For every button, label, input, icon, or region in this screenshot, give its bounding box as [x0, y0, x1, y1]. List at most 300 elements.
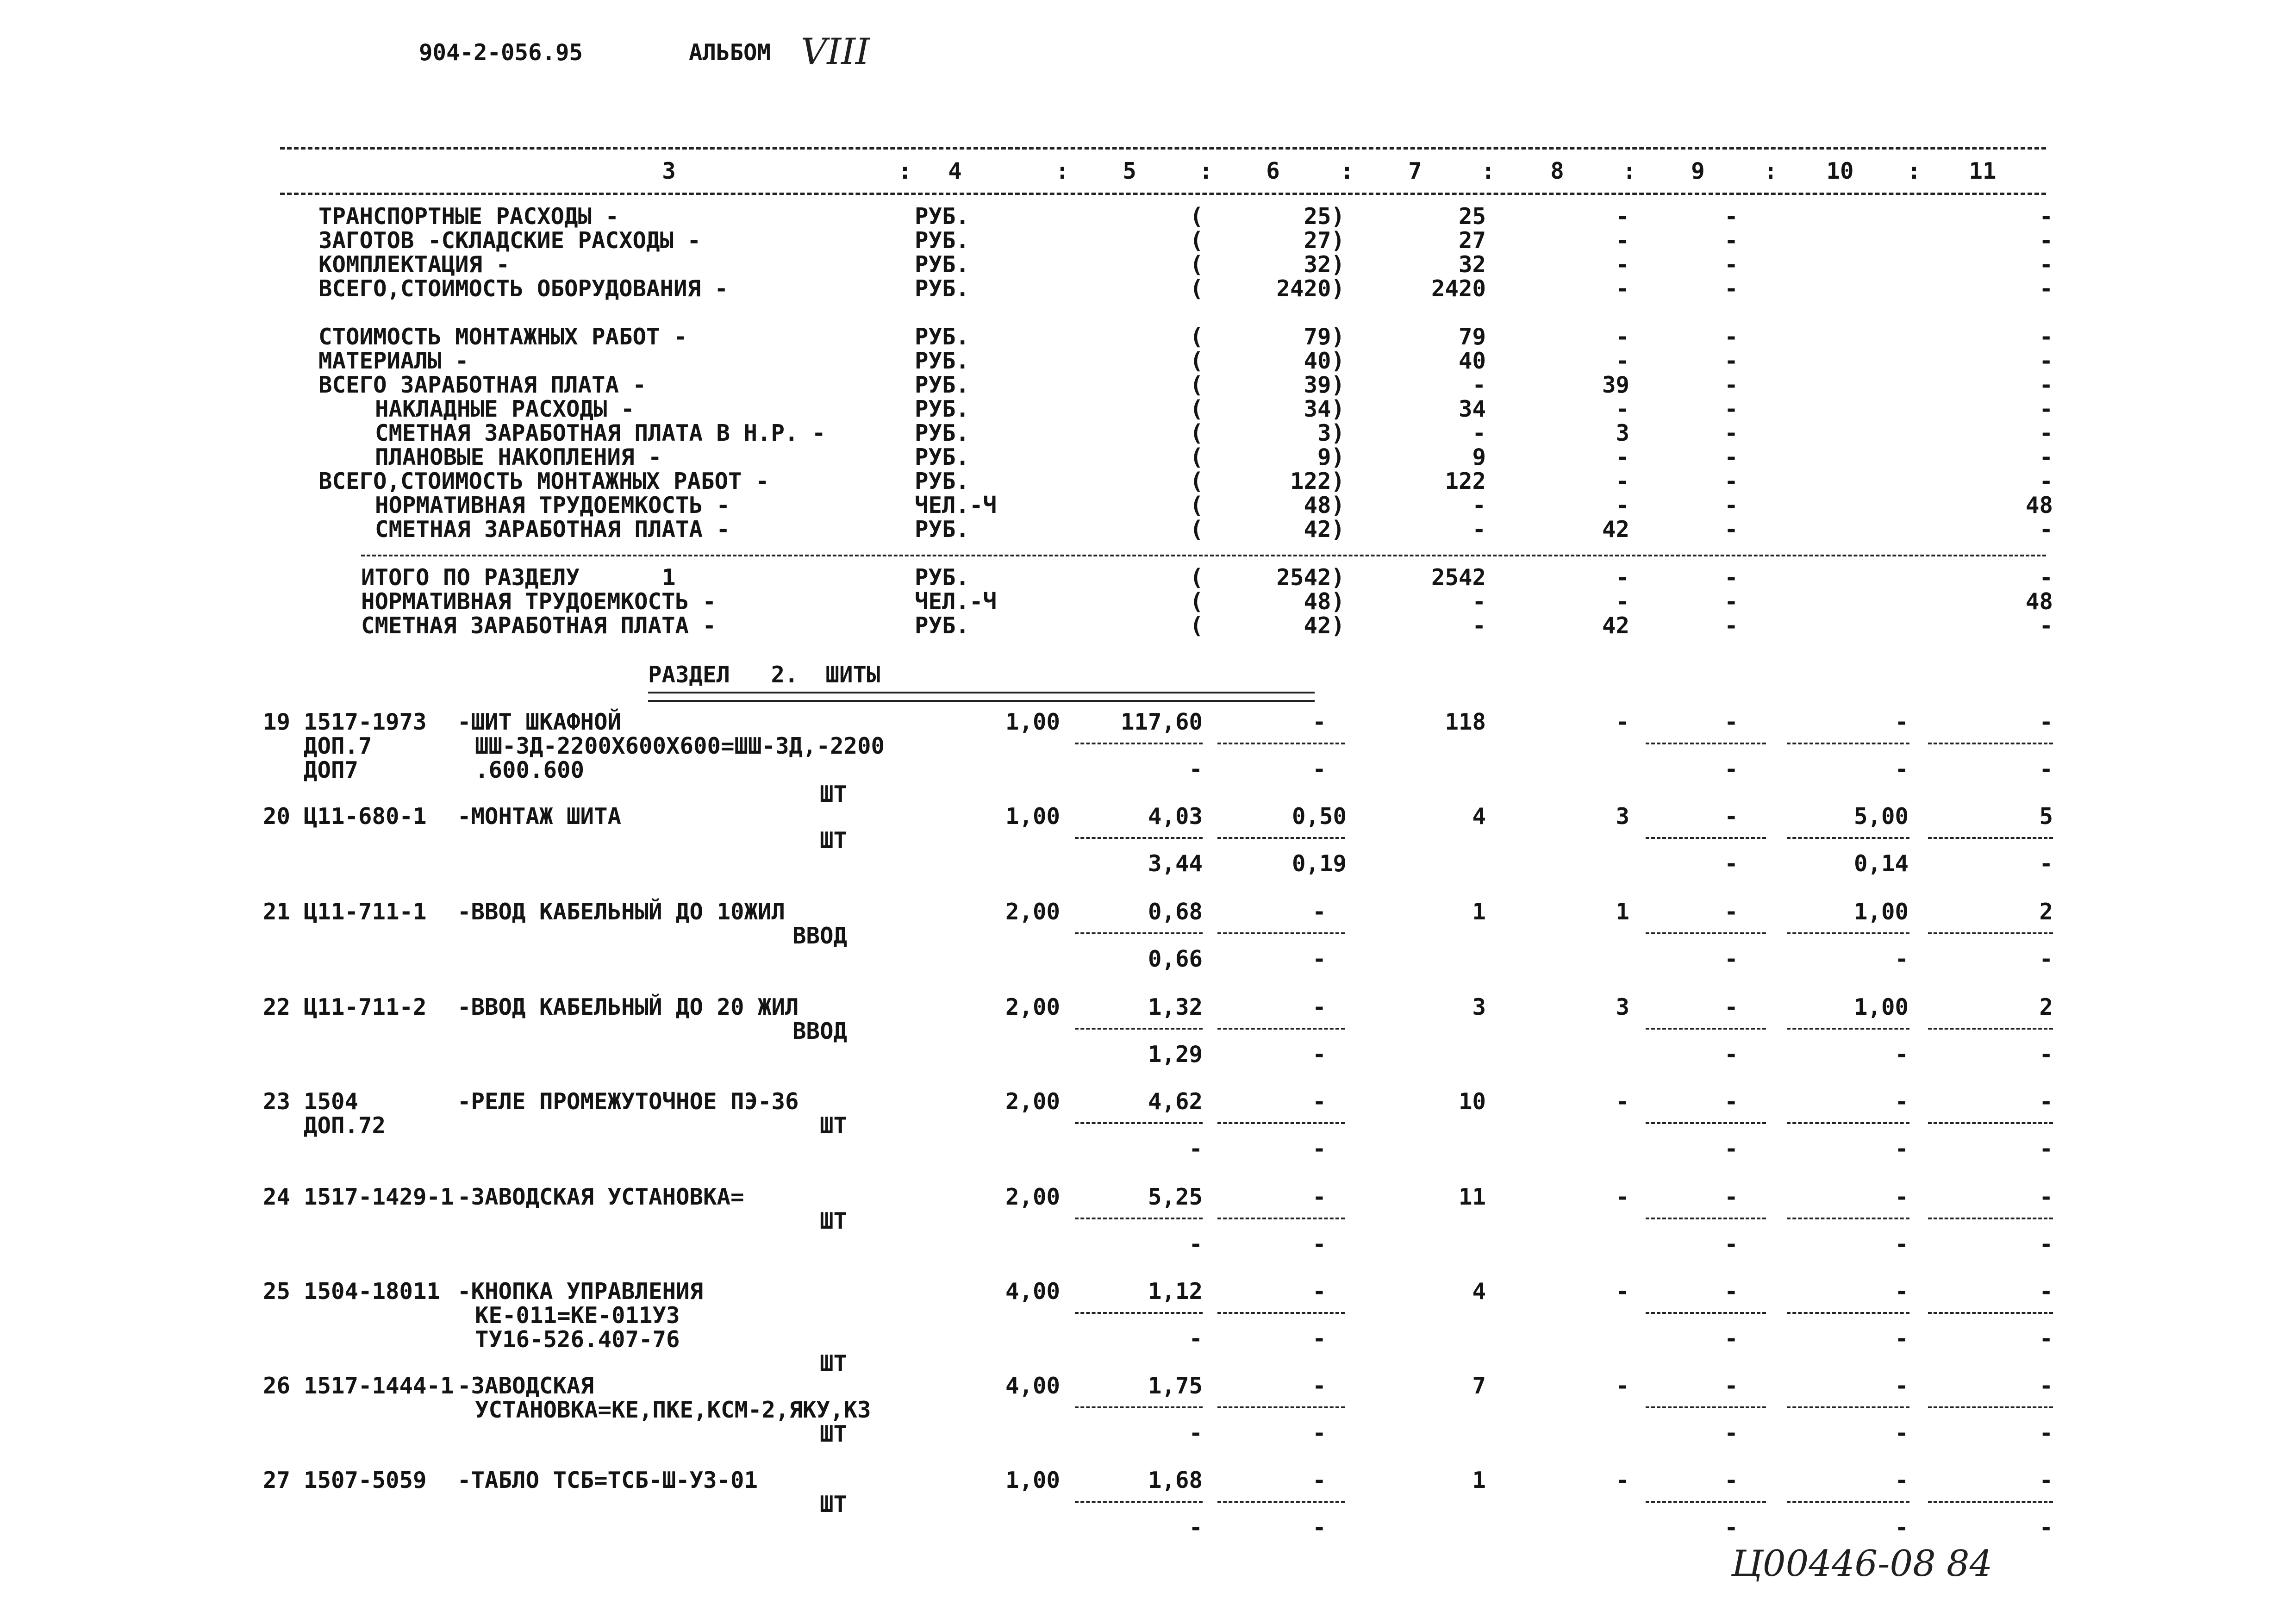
summary-label: ПЛАНОВЫЕ НАКОПЛЕНИЯ -	[375, 444, 662, 470]
cell-rule	[1646, 1218, 1766, 1219]
col10-sub-value: -	[1895, 1231, 1909, 1257]
col9-value: -	[1724, 1373, 1738, 1399]
col10-value: -	[1895, 1184, 1909, 1210]
unit: РУБ.	[915, 612, 970, 639]
summary-label: ЗАГОТОВ -СКЛАДСКИЕ РАСХОДЫ -	[318, 227, 701, 254]
col6-value: 32)	[1304, 251, 1345, 278]
total-cost: 4	[1472, 803, 1486, 830]
col6-sub-value: -	[1312, 1136, 1326, 1162]
col9-value: -	[1724, 203, 1738, 230]
column-separator: :	[1622, 158, 1636, 184]
total-cost: 1	[1472, 1467, 1486, 1493]
bracket: (	[1190, 516, 1204, 543]
col10-sub-value: -	[1895, 946, 1909, 972]
column-separator: :	[1764, 158, 1778, 184]
item-description: -ВВОД КАБЕЛЬНЫЙ ДО 10ЖИЛ	[457, 899, 786, 925]
col6-value: 0,50	[1292, 803, 1347, 830]
bracket: (	[1190, 420, 1204, 446]
bracket: (	[1190, 396, 1204, 422]
col11-value: -	[2039, 203, 2053, 230]
item-code: 1507-5059	[304, 1467, 427, 1493]
col9-sub-value: -	[1724, 1420, 1738, 1446]
item-unit: ШТ	[819, 1421, 847, 1447]
col11-sub-value: -	[2039, 1420, 2053, 1446]
col10-value: -	[1895, 1373, 1909, 1399]
unit: РУБ.	[915, 564, 970, 591]
col7-value: -	[1472, 492, 1486, 518]
item-description: -КНОПКА УПРАВЛЕНИЯ	[457, 1278, 704, 1305]
col10-sub-value: 0,14	[1853, 850, 1909, 877]
unit: РУБ.	[915, 275, 970, 302]
unit-cost: 1,75	[1148, 1373, 1203, 1399]
cell-rule	[1646, 1501, 1766, 1503]
col8-value: -	[1616, 1278, 1629, 1305]
item-unit: ВВОД	[792, 1018, 847, 1044]
bracket: (	[1190, 444, 1204, 470]
col8-value: 3	[1616, 420, 1629, 446]
quantity: 2,00	[1005, 899, 1060, 925]
col6-sub-value: -	[1312, 756, 1326, 782]
col11-value: -	[2039, 324, 2053, 350]
summary-label: ВСЕГО,СТОИМОСТЬ МОНТАЖНЫХ РАБОТ -	[318, 468, 769, 494]
unit: РУБ.	[915, 227, 970, 254]
bracket: (	[1190, 612, 1204, 639]
total-cost: 118	[1445, 709, 1486, 735]
col11-sub-value: -	[2039, 756, 2053, 782]
col6-value: 27)	[1304, 227, 1345, 254]
item-number: 26	[263, 1373, 291, 1399]
summary-label: ВСЕГО ЗАРАБОТНАЯ ПЛАТА -	[318, 372, 647, 398]
total-cost: 1	[1472, 899, 1486, 925]
summary-label: ВСЕГО,СТОИМОСТЬ ОБОРУДОВАНИЯ -	[318, 275, 729, 302]
col6-sub-value: -	[1312, 1420, 1326, 1446]
cell-rule	[1075, 1028, 1203, 1030]
col9-value: -	[1724, 994, 1738, 1020]
col8-value: -	[1616, 709, 1629, 735]
col6-sub-value: -	[1312, 1041, 1326, 1068]
cell-rule	[1075, 1122, 1203, 1124]
col6-value: -	[1312, 709, 1326, 735]
item-unit: ШТ	[819, 1112, 847, 1139]
column-header-11: 11	[1969, 158, 1997, 184]
handwritten-stamp: Ц00446-08	[1731, 1543, 1936, 1585]
col8-value: 39	[1602, 372, 1629, 398]
col9-sub-value: -	[1724, 1325, 1738, 1352]
col11-sub-value: -	[2039, 946, 2053, 972]
col11-sub-value: -	[2039, 1325, 2053, 1352]
col9-sub-value: -	[1724, 1041, 1738, 1068]
item-code: Ц11-711-1	[304, 899, 427, 925]
cell-rule	[1646, 1312, 1766, 1314]
col7-value: 34	[1458, 396, 1486, 422]
col11-value: -	[2039, 1373, 2053, 1399]
column-separator: :	[1907, 158, 1921, 184]
cell-rule	[1646, 1406, 1766, 1408]
summary-label: СМЕТНАЯ ЗАРАБОТНАЯ ПЛАТА -	[375, 516, 730, 543]
col10-value: 5,00	[1853, 803, 1909, 830]
col9-value: -	[1724, 251, 1738, 278]
col6-value: 42)	[1304, 612, 1345, 639]
quantity: 2,00	[1005, 1184, 1060, 1210]
col9-value: -	[1724, 396, 1738, 422]
unit-cost-wages: -	[1189, 756, 1203, 782]
col6-value: -	[1312, 1467, 1326, 1493]
column-header-10: 10	[1826, 158, 1854, 184]
unit-cost: 0,68	[1148, 899, 1203, 925]
col7-value: 2542	[1431, 564, 1486, 591]
item-unit: ВВОД	[792, 923, 847, 949]
unit-cost-wages: -	[1189, 1231, 1203, 1257]
item-description-line2: УСТАНОВКА=КЕ,ПКЕ,КСМ-2,ЯКУ,КЗ	[475, 1397, 871, 1423]
item-code: 1517-1429-1	[304, 1184, 454, 1210]
col11-value: -	[2039, 612, 2053, 639]
column-separator: :	[1340, 158, 1354, 184]
col10-sub-value: -	[1895, 1325, 1909, 1352]
col7-value: 79	[1458, 324, 1486, 350]
item-code: 1517-1973	[304, 709, 427, 735]
col6-sub-value: -	[1312, 1514, 1326, 1541]
item-description: -МОНТАЖ ШИТА	[457, 803, 622, 830]
total-cost: 7	[1472, 1373, 1486, 1399]
unit: РУБ.	[915, 468, 970, 494]
cell-rule	[1787, 1501, 1909, 1503]
unit-cost-wages: -	[1189, 1420, 1203, 1446]
col10-value: -	[1895, 1467, 1909, 1493]
col8-value: -	[1616, 444, 1629, 470]
item-number: 21	[263, 899, 291, 925]
col11-value: 2	[2039, 994, 2053, 1020]
cell-rule	[1646, 837, 1766, 839]
col11-value: -	[2039, 420, 2053, 446]
cell-rule	[1928, 1218, 2053, 1219]
col6-sub-value: -	[1312, 1231, 1326, 1257]
bracket: (	[1190, 492, 1204, 518]
col10-sub-value: -	[1895, 1514, 1909, 1541]
cell-rule	[1787, 837, 1909, 839]
quantity: 4,00	[1005, 1373, 1060, 1399]
summary-label: МАТЕРИАЛЫ -	[318, 348, 469, 374]
col11-value: -	[2039, 396, 2053, 422]
col11-sub-value: -	[2039, 1136, 2053, 1162]
item-description-line2: КЕ-011=КЕ-011УЗ	[475, 1302, 680, 1329]
col6-value: -	[1312, 994, 1326, 1020]
quantity: 4,00	[1005, 1278, 1060, 1305]
item-description: -РЕЛЕ ПРОМЕЖУТОЧНОЕ ПЭ-36	[457, 1088, 799, 1115]
col11-value: -	[2039, 709, 2053, 735]
col8-value: -	[1616, 1088, 1629, 1115]
bracket: (	[1190, 275, 1204, 302]
col9-value: -	[1724, 612, 1738, 639]
item-unit: ШТ	[819, 781, 847, 807]
unit-cost-wages: -	[1189, 1325, 1203, 1352]
unit-cost-wages: 0,66	[1148, 946, 1203, 972]
col7-value: 32	[1458, 251, 1486, 278]
cell-rule	[1928, 837, 2053, 839]
col9-value: -	[1724, 372, 1738, 398]
item-description: -ЗАВОДСКАЯ УСТАНОВКА=	[457, 1184, 744, 1210]
col7-value: -	[1472, 612, 1486, 639]
col6-sub-value: -	[1312, 1325, 1326, 1352]
col11-value: -	[2039, 251, 2053, 278]
total-cost: 3	[1472, 994, 1486, 1020]
cell-rule	[1217, 837, 1345, 839]
cell-rule	[1075, 1406, 1203, 1408]
item-description: -ВВОД КАБЕЛЬНЫЙ ДО 20 ЖИЛ	[457, 994, 799, 1020]
cell-rule	[1217, 1501, 1345, 1503]
col9-value: -	[1724, 1278, 1738, 1305]
col11-value: -	[2039, 564, 2053, 591]
cell-rule	[1646, 1028, 1766, 1030]
col8-value: -	[1616, 203, 1629, 230]
item-description: -ЗАВОДСКАЯ	[457, 1373, 594, 1399]
col11-value: -	[2039, 1184, 2053, 1210]
col8-value: -	[1616, 396, 1629, 422]
col9-value: -	[1724, 348, 1738, 374]
cell-rule	[1075, 932, 1203, 934]
col9-sub-value: -	[1724, 756, 1738, 782]
bracket: (	[1190, 251, 1204, 278]
section-total-label: ИТОГО ПО РАЗДЕЛУ	[361, 564, 580, 591]
item-description-line3: ТУ16-526.407-76	[475, 1326, 680, 1353]
unit: РУБ.	[915, 396, 970, 422]
col8-value: 3	[1616, 803, 1629, 830]
col9-value: -	[1724, 227, 1738, 254]
unit: РУБ.	[915, 348, 970, 374]
cell-rule	[1075, 1501, 1203, 1503]
col8-value: 42	[1602, 612, 1629, 639]
unit: ЧЕЛ.-Ч	[915, 588, 997, 615]
col10-value: -	[1895, 709, 1909, 735]
summary-label: НАКЛАДНЫЕ РАСХОДЫ -	[375, 396, 635, 422]
total-cost: 11	[1458, 1184, 1486, 1210]
col7-value: -	[1472, 420, 1486, 446]
col8-value: -	[1616, 275, 1629, 302]
col8-value: 1	[1616, 899, 1629, 925]
cell-rule	[1646, 932, 1766, 934]
unit-cost: 117,60	[1120, 709, 1203, 735]
item-code-line2: ДОП.72	[304, 1112, 386, 1139]
col9-value: -	[1724, 516, 1738, 543]
cell-rule	[1075, 1218, 1203, 1219]
unit: РУБ.	[915, 444, 970, 470]
item-description: -ТАБЛО ТСБ=ТСБ-Ш-УЗ-01	[457, 1467, 758, 1493]
bracket: (	[1190, 372, 1204, 398]
column-header-4: 4	[948, 158, 962, 184]
col10-value: -	[1895, 1278, 1909, 1305]
unit-cost: 1,12	[1148, 1278, 1203, 1305]
col7-value: 40	[1458, 348, 1486, 374]
col7-value: -	[1472, 372, 1486, 398]
summary-label: СМЕТНАЯ ЗАРАБОТНАЯ ПЛАТА В Н.Р. -	[375, 420, 826, 446]
unit-cost: 1,68	[1148, 1467, 1203, 1493]
unit: РУБ.	[915, 203, 970, 230]
col11-value: -	[2039, 1278, 2053, 1305]
col9-value: -	[1724, 588, 1738, 615]
column-header-3: 3	[662, 158, 676, 184]
col10-sub-value: -	[1895, 1136, 1909, 1162]
section-title-double-rule	[648, 692, 1315, 702]
quantity: 2,00	[1005, 994, 1060, 1020]
col7-value: 25	[1458, 203, 1486, 230]
col6-value: 34)	[1304, 396, 1345, 422]
col8-value: -	[1616, 1184, 1629, 1210]
quantity: 1,00	[1005, 709, 1060, 735]
item-description: -ШИТ ШКАФНОЙ	[457, 709, 622, 735]
col8-value: -	[1616, 588, 1629, 615]
col11-value: -	[2039, 444, 2053, 470]
cell-rule	[1787, 743, 1909, 744]
col9-value: -	[1724, 420, 1738, 446]
header-top-rule	[280, 147, 2046, 150]
col9-sub-value: -	[1724, 1514, 1738, 1541]
unit: РУБ.	[915, 372, 970, 398]
header-bottom-rule	[280, 193, 2046, 195]
col10-sub-value: -	[1895, 1420, 1909, 1446]
col11-value: -	[2039, 1088, 2053, 1115]
unit: ЧЕЛ.-Ч	[915, 492, 997, 518]
col9-value: -	[1724, 899, 1738, 925]
total-cost: 4	[1472, 1278, 1486, 1305]
bracket: (	[1190, 227, 1204, 254]
item-code: 1504-18011	[304, 1278, 441, 1305]
col11-value: -	[2039, 1467, 2053, 1493]
col11-value: 48	[2025, 492, 2053, 518]
col6-value: 2542)	[1276, 564, 1345, 591]
album-number: VIII	[801, 31, 870, 73]
col6-value: -	[1312, 1088, 1326, 1115]
section-total-label: НОРМАТИВНАЯ ТРУДОЕМКОСТЬ -	[361, 588, 717, 615]
col8-value: -	[1616, 1373, 1629, 1399]
col8-value: 42	[1602, 516, 1629, 543]
cell-rule	[1787, 1312, 1909, 1314]
col10-value: 1,00	[1853, 994, 1909, 1020]
unit-cost-wages: 1,29	[1148, 1041, 1203, 1068]
col9-sub-value: -	[1724, 1136, 1738, 1162]
bracket: (	[1190, 203, 1204, 230]
section-title: РАЗДЕЛ 2. ШИТЫ	[648, 662, 880, 688]
cell-rule	[1217, 1312, 1345, 1314]
col8-value: -	[1616, 492, 1629, 518]
col7-value: 9	[1472, 444, 1486, 470]
col7-value: -	[1472, 588, 1486, 615]
unit: РУБ.	[915, 516, 970, 543]
item-code: Ц11-680-1	[304, 803, 427, 830]
col8-value: -	[1616, 564, 1629, 591]
summary-label: СТОИМОСТЬ МОНТАЖНЫХ РАБОТ -	[318, 324, 687, 350]
column-separator: :	[1481, 158, 1495, 184]
col6-value: 42)	[1304, 516, 1345, 543]
col11-sub-value: -	[2039, 850, 2053, 877]
summary-label: НОРМАТИВНАЯ ТРУДОЕМКОСТЬ -	[375, 492, 730, 518]
col6-sub-value: -	[1312, 946, 1326, 972]
section-total-label: СМЕТНАЯ ЗАРАБОТНАЯ ПЛАТА -	[361, 612, 717, 639]
unit-cost: 4,03	[1148, 803, 1203, 830]
cell-rule	[1217, 1028, 1345, 1030]
col10-value: -	[1895, 1088, 1909, 1115]
section-number: 1	[662, 564, 676, 591]
quantity: 2,00	[1005, 1088, 1060, 1115]
col7-value: 27	[1458, 227, 1486, 254]
cell-rule	[1928, 932, 2053, 934]
column-header-5: 5	[1123, 158, 1136, 184]
col9-value: -	[1724, 803, 1738, 830]
col9-value: -	[1724, 1467, 1738, 1493]
col8-value: -	[1616, 324, 1629, 350]
item-code-line3: ДОП7	[304, 757, 359, 783]
unit-cost: 5,25	[1148, 1184, 1203, 1210]
unit: РУБ.	[915, 251, 970, 278]
cell-rule	[1787, 1406, 1909, 1408]
item-unit: ШТ	[819, 1350, 847, 1377]
col11-value: 2	[2039, 899, 2053, 925]
item-unit: ШТ	[819, 827, 847, 854]
col6-value: 39)	[1304, 372, 1345, 398]
album-label: АЛЬБОМ	[689, 39, 771, 66]
bracket: (	[1190, 588, 1204, 615]
unit-cost: 4,62	[1148, 1088, 1203, 1115]
col9-sub-value: -	[1724, 1231, 1738, 1257]
item-unit: ШТ	[819, 1491, 847, 1518]
column-header-9: 9	[1691, 158, 1705, 184]
item-number: 27	[263, 1467, 291, 1493]
cell-rule	[1928, 1122, 2053, 1124]
cell-rule	[1787, 1218, 1909, 1219]
cell-rule	[1646, 1122, 1766, 1124]
cell-rule	[1217, 1218, 1345, 1219]
cell-rule	[1787, 1028, 1909, 1030]
col11-sub-value: -	[2039, 1041, 2053, 1068]
summary-label: ТРАНСПОРТНЫЕ РАСХОДЫ -	[318, 203, 619, 230]
col9-value: -	[1724, 564, 1738, 591]
bracket: (	[1190, 564, 1204, 591]
col11-value: -	[2039, 348, 2053, 374]
col11-sub-value: -	[2039, 1231, 2053, 1257]
col6-value: 48)	[1304, 492, 1345, 518]
col9-value: -	[1724, 468, 1738, 494]
col9-value: -	[1724, 492, 1738, 518]
col9-value: -	[1724, 1088, 1738, 1115]
col11-value: -	[2039, 275, 2053, 302]
cell-rule	[1075, 837, 1203, 839]
col8-value: -	[1616, 251, 1629, 278]
cell-rule	[1928, 1312, 2053, 1314]
col9-value: -	[1724, 709, 1738, 735]
quantity: 1,00	[1005, 803, 1060, 830]
cell-rule	[1787, 932, 1909, 934]
col9-value: -	[1724, 444, 1738, 470]
unit-cost-wages: -	[1189, 1136, 1203, 1162]
item-unit: ШТ	[819, 1208, 847, 1234]
column-separator: :	[1199, 158, 1213, 184]
column-separator: :	[898, 158, 912, 184]
col9-value: -	[1724, 1184, 1738, 1210]
item-code: Ц11-711-2	[304, 994, 427, 1020]
col11-value: 48	[2025, 588, 2053, 615]
column-separator: :	[1055, 158, 1069, 184]
cell-rule	[1217, 1406, 1345, 1408]
col6-value: -	[1312, 1373, 1326, 1399]
col10-value: 1,00	[1853, 899, 1909, 925]
cell-rule	[1217, 743, 1345, 744]
col7-value: 122	[1445, 468, 1486, 494]
item-code: 1517-1444-1	[304, 1373, 454, 1399]
bracket: (	[1190, 324, 1204, 350]
col11-value: -	[2039, 468, 2053, 494]
col6-value: -	[1312, 1278, 1326, 1305]
unit-cost-wages: -	[1189, 1514, 1203, 1541]
cell-rule	[1928, 743, 2053, 744]
item-number: 24	[263, 1184, 291, 1210]
